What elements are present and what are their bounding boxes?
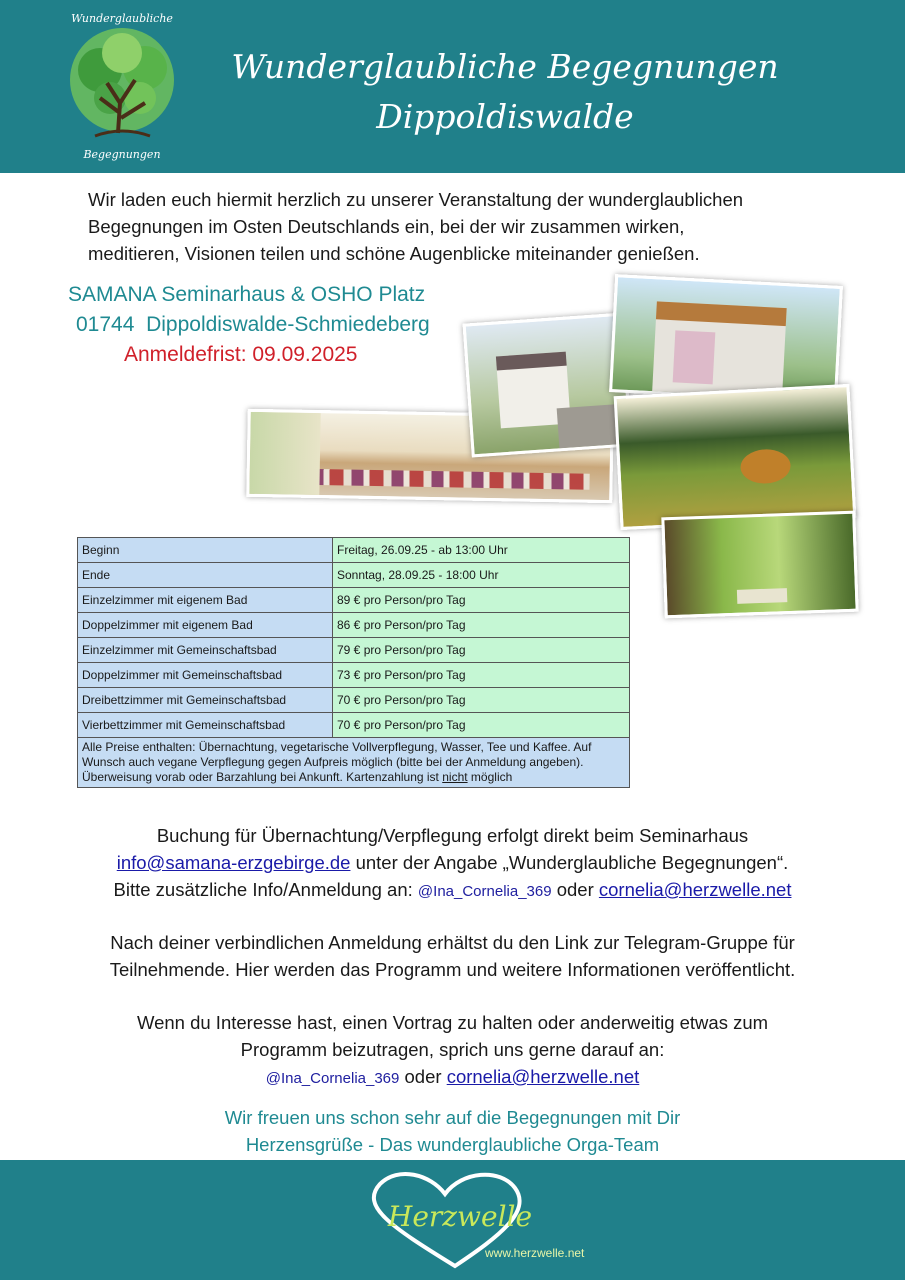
table-row <box>78 563 630 588</box>
intro-line-2: Begegnungen im Osten Deutschlands ein, bei der wir zusammen wirken, <box>88 216 685 237</box>
intro-line-1: Wir laden euch hiermit herzlich zu unserer Veranstaltung der wunderglaublichen <box>88 189 744 210</box>
table-row <box>78 663 630 688</box>
talk-or-text: oder <box>399 1066 447 1087</box>
row-value: 73 € pro Person/pro Tag <box>333 663 630 688</box>
telegram-handle[interactable]: @Ina_Cornelia_369 <box>417 883 552 900</box>
booking-line-2 <box>0 849 905 876</box>
talk-paragraph <box>0 1009 905 1092</box>
booking-line-2-text: unter der Angabe „Wunderglaubliche Begegnungen“. <box>350 852 789 873</box>
telegram-line-1: Nach deiner verbindlichen Anmeldung erhältst du den Link zur Telegram-Gruppe für <box>110 932 795 953</box>
title-line-2: Dippoldiswalde <box>376 97 634 136</box>
row-value: Freitag, 26.09.25 - ab 13:00 Uhr <box>333 538 630 563</box>
talk-line-2: Programm beizutragen, sprich uns gerne darauf an: <box>240 1039 665 1060</box>
intro-line-3: meditieren, Visionen teilen und schöne Augenblicke miteinander genießen. <box>88 243 700 264</box>
intro-paragraph <box>88 186 848 267</box>
page-title <box>215 42 795 142</box>
footer-brand: Herzwelle <box>387 1200 533 1233</box>
row-value: 70 € pro Person/pro Tag <box>333 713 630 738</box>
table-row <box>78 613 630 638</box>
row-label: Doppelzimmer mit eigenem Bad <box>78 613 333 638</box>
talk-line-3 <box>0 1063 905 1092</box>
samana-email-link[interactable]: info@samana-erzgebirge.de <box>116 852 351 873</box>
telegram-paragraph <box>0 929 905 983</box>
talk-email-link[interactable]: cornelia@herzwelle.net <box>446 1066 640 1087</box>
title-line-1: Wunderglaubliche Begegnungen <box>231 47 779 86</box>
row-label: Ende <box>78 563 333 588</box>
venue-city: Dippoldiswalde-Schmiedeberg <box>146 313 430 336</box>
row-label: Doppelzimmer mit Gemeinschaftsbad <box>78 663 333 688</box>
price-table <box>77 537 630 788</box>
table-note-row <box>78 738 630 788</box>
note-text-underlined: nicht <box>442 770 468 784</box>
table-row <box>78 638 630 663</box>
photo-house <box>463 313 633 458</box>
photo-forest <box>661 511 858 619</box>
cornelia-email-link[interactable]: cornelia@herzwelle.net <box>598 879 792 900</box>
booking-paragraph <box>0 822 905 905</box>
booking-line-3 <box>0 876 905 905</box>
venue-block <box>68 280 430 370</box>
note-text-c: möglich <box>467 770 513 784</box>
booking-line-3-text: Bitte zusätzliche Info/Anmeldung an: <box>113 879 418 900</box>
logo-text-top: Wunderglaubliche <box>71 12 173 25</box>
table-row <box>78 713 630 738</box>
venue-name: SAMANA Seminarhaus & OSHO Platz <box>68 283 426 306</box>
footer-url[interactable]: www.herzwelle.net <box>485 1246 585 1260</box>
table-row <box>78 538 630 563</box>
venue-address <box>68 310 430 340</box>
venue-zip: 01744 <box>76 313 135 336</box>
footer-banner <box>0 1160 905 1280</box>
table-row <box>78 688 630 713</box>
row-value: 86 € pro Person/pro Tag <box>333 613 630 638</box>
row-label: Dreibettzimmer mit Gemeinschaftsbad <box>78 688 333 713</box>
row-label: Beginn <box>78 538 333 563</box>
row-value: 89 € pro Person/pro Tag <box>333 588 630 613</box>
row-label: Einzelzimmer mit Gemeinschaftsbad <box>78 638 333 663</box>
price-note <box>78 738 630 788</box>
row-value: 79 € pro Person/pro Tag <box>333 638 630 663</box>
table-row <box>78 588 630 613</box>
row-label: Vierbettzimmer mit Gemeinschaftsbad <box>78 713 333 738</box>
talk-telegram-handle[interactable]: @Ina_Cornelia_369 <box>265 1070 400 1087</box>
logo-text-bottom: Begegnungen <box>83 148 161 161</box>
row-value: Sonntag, 28.09.25 - 18:00 Uhr <box>333 563 630 588</box>
booking-line-1: Buchung für Übernachtung/Verpflegung erfolgt direkt beim Seminarhaus <box>156 825 749 846</box>
row-label: Einzelzimmer mit eigenem Bad <box>78 588 333 613</box>
row-value: 70 € pro Person/pro Tag <box>333 688 630 713</box>
telegram-line-2: Teilnehmende. Hier werden das Programm und weitere Informationen veröffentlicht. <box>109 959 796 980</box>
or-text: oder <box>551 879 599 900</box>
closing-line-1: Wir freuen uns schon sehr auf die Begegnungen mit Dir <box>224 1107 681 1128</box>
header-banner <box>0 0 905 173</box>
registration-deadline: Anmeldefrist: 09.09.2025 <box>124 343 358 366</box>
tree-logo <box>55 8 190 166</box>
talk-line-1: Wenn du Interesse hast, einen Vortrag zu halten oder anderweitig etwas zum <box>136 1012 769 1033</box>
closing-line-2: Herzensgrüße - Das wunderglaubliche Orga-Team <box>245 1134 660 1155</box>
note-text-a: Alle Preise enthalten: Übernachtung, vegetarische Vollverpflegung, Wasser, Tee und Kaffee. Auf Wunsch auch vegane Verpflegung gegen Aufpreis möglich (bitte bei der Anmeldung angeben). Überweisung vorab oder Barzahlung bei Ankunft. Kartenzahlung ist <box>82 740 592 784</box>
closing-paragraph <box>0 1104 905 1158</box>
photo-wood-pavilion <box>609 274 843 404</box>
photo-landscape <box>614 384 857 530</box>
